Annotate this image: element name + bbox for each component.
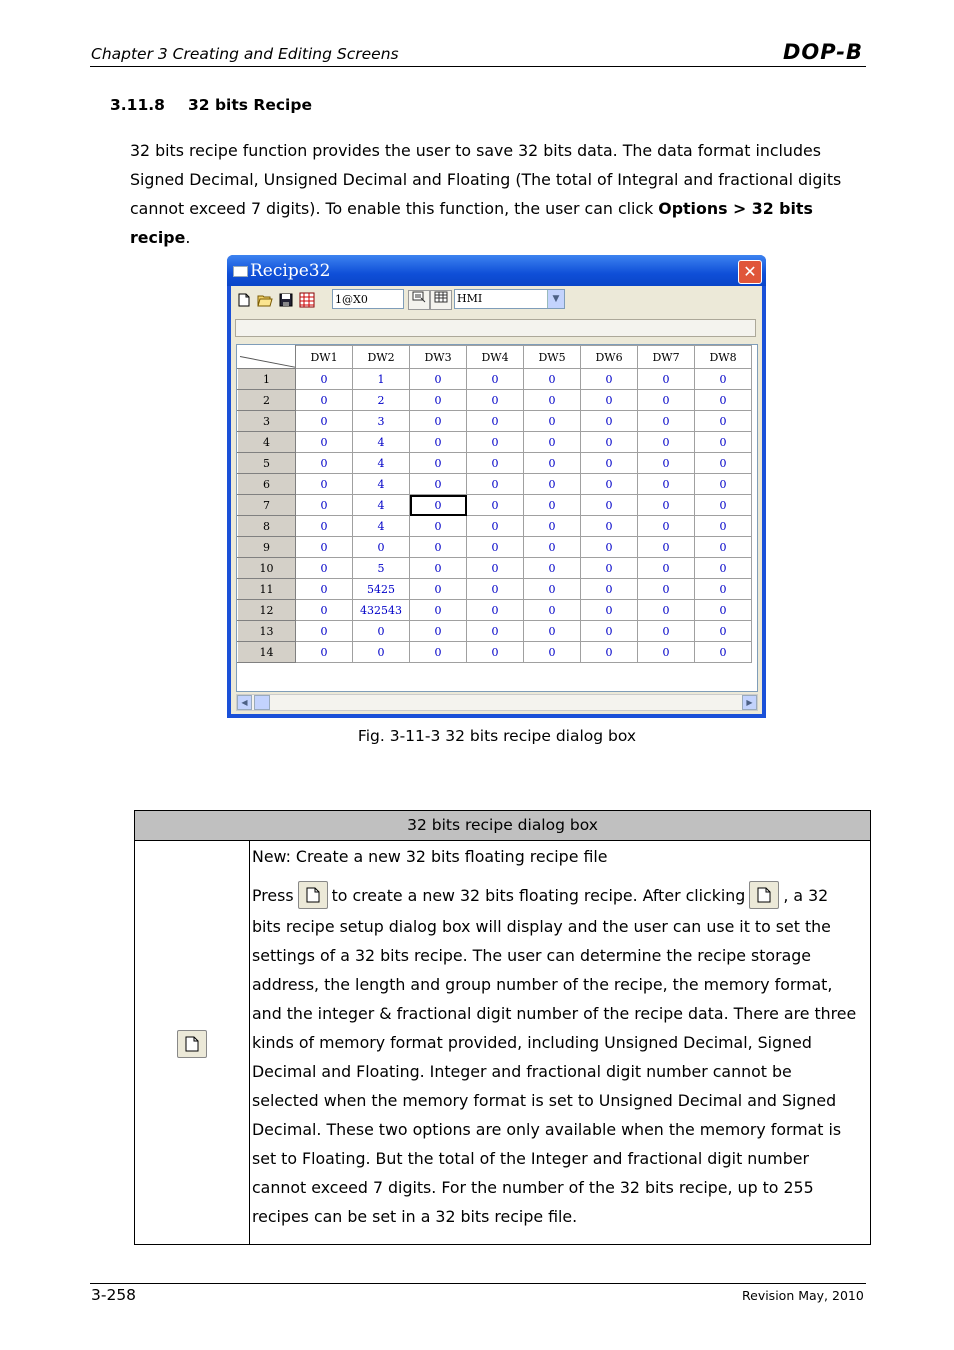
desc-line: recipes can be set in a 32 bits recipe file.	[252, 1207, 578, 1226]
new-file-icon[interactable]	[235, 291, 253, 309]
grid-cell[interactable]: 0	[581, 537, 638, 558]
new-file-icon	[749, 881, 779, 909]
new-file-icon	[177, 1030, 207, 1058]
row-header[interactable]: 8	[238, 516, 296, 537]
grid-cell[interactable]: 0	[467, 453, 524, 474]
grid-cell[interactable]: 0	[524, 432, 581, 453]
table-heading: 32 bits recipe dialog box	[135, 811, 870, 841]
figure-caption: Fig. 3-11-3 32 bits recipe dialog box	[357, 727, 637, 745]
desc-line: address, the length and group number of the recipe, the memory format,	[252, 975, 833, 994]
grid-cell[interactable]: 0	[581, 432, 638, 453]
grid-cell[interactable]: 0	[467, 579, 524, 600]
desc-line: bits recipe setup dialog box will display and the user can use it to set the	[252, 917, 831, 936]
new-file-icon	[298, 881, 328, 909]
chapter-title: Chapter 3 Creating and Editing Screens	[91, 45, 399, 63]
grid-cell[interactable]: 4	[353, 474, 410, 495]
grid-cell[interactable]: 0	[695, 621, 752, 642]
column-header[interactable]: DW7	[638, 346, 695, 369]
grid-cell[interactable]: 3	[353, 411, 410, 432]
table-row	[238, 516, 752, 537]
intro-paragraph	[130, 136, 870, 252]
footer-rule	[90, 1283, 866, 1284]
description-table	[134, 810, 871, 1245]
grid-cell[interactable]: 0	[638, 516, 695, 537]
table-row	[238, 474, 752, 495]
brand-logo: DOP-B	[783, 40, 864, 64]
grid-cell[interactable]: 0	[638, 453, 695, 474]
grid-cell[interactable]: 0	[638, 390, 695, 411]
grid-cell[interactable]: 0	[296, 390, 353, 411]
grid-cell[interactable]: 0	[581, 495, 638, 516]
grid-cell[interactable]: 0	[524, 579, 581, 600]
grid-cell[interactable]: 0	[695, 558, 752, 579]
grid-cell[interactable]: 0	[581, 579, 638, 600]
grid-cell[interactable]: 0	[581, 474, 638, 495]
address-select-icon[interactable]	[408, 290, 430, 310]
grid-cell[interactable]: 0	[296, 369, 353, 390]
grid-cell[interactable]: 0	[296, 495, 353, 516]
grid-cell[interactable]: 0	[467, 432, 524, 453]
grid-cell[interactable]: 0	[638, 495, 695, 516]
table-row	[238, 369, 752, 390]
grid-cell[interactable]: 0	[524, 642, 581, 663]
table-row	[238, 600, 752, 621]
table-row	[238, 642, 752, 663]
row-header[interactable]: 14	[238, 642, 296, 663]
dialog-titlebar[interactable]	[227, 255, 766, 286]
grid-cell[interactable]: 0	[524, 369, 581, 390]
grid-cell[interactable]: 0	[467, 474, 524, 495]
grid-cell[interactable]: 0	[581, 558, 638, 579]
grid-cell[interactable]: 0	[296, 642, 353, 663]
close-button[interactable]: ✕	[738, 260, 762, 284]
grid-cell[interactable]: 0	[638, 558, 695, 579]
row-header[interactable]: 9	[238, 537, 296, 558]
desc-text: Press	[252, 886, 294, 905]
section-heading	[110, 96, 312, 114]
grid-cell[interactable]: 0	[410, 453, 467, 474]
desc-text: to create a new 32 bits floating recipe. After clicking	[331, 886, 746, 905]
intro-text: cannot exceed 7 digits). To enable this function, the user can click	[130, 199, 659, 218]
desc-line: set to Floating. But the total of the Integer and fractional digit number	[252, 1149, 809, 1168]
desc-line: cannot exceed 7 digits. For the number of the 32 bits recipe, up to 255	[252, 1178, 814, 1197]
desc-line: Decimal and Floating. Integer and fractional digit number cannot be	[252, 1062, 792, 1081]
grid-header-row	[238, 346, 752, 369]
grid-cell[interactable]: 0	[467, 390, 524, 411]
grid-cell[interactable]: 2	[353, 390, 410, 411]
grid-cell[interactable]: 0	[410, 432, 467, 453]
grid-cell[interactable]: 0	[695, 537, 752, 558]
table-row	[238, 453, 752, 474]
grid-cell[interactable]: 0	[296, 411, 353, 432]
desc-line: and the integer & fractional digit number of the recipe data. There are three	[252, 1004, 857, 1023]
column-header[interactable]: DW4	[467, 346, 524, 369]
grid-cell[interactable]: 0	[638, 642, 695, 663]
row-header[interactable]: 13	[238, 621, 296, 642]
grid-cell[interactable]: 0	[638, 621, 695, 642]
dialog-body	[231, 286, 762, 714]
column-header[interactable]: DW8	[695, 346, 752, 369]
grid-cell[interactable]: 0	[524, 453, 581, 474]
address-field[interactable]: 1@X0	[332, 289, 404, 309]
table-row	[238, 411, 752, 432]
grid-cell[interactable]: 0	[638, 411, 695, 432]
save-icon[interactable]	[277, 291, 295, 309]
row-header[interactable]: 12	[238, 600, 296, 621]
grid-cell[interactable]: 0	[695, 642, 752, 663]
grid-cell[interactable]: 0	[410, 411, 467, 432]
row-header[interactable]: 3	[238, 411, 296, 432]
grid-cell[interactable]: 0	[638, 537, 695, 558]
toolbar	[235, 289, 316, 311]
grid-cell[interactable]: 0	[353, 537, 410, 558]
column-divider	[249, 840, 250, 1244]
intro-line: Signed Decimal, Unsigned Decimal and Floating (The total of Integral and fractional digits	[130, 170, 842, 189]
grid-cell[interactable]: 0	[296, 537, 353, 558]
desc-line: settings of a 32 bits recipe. The user can determine the recipe storage	[252, 946, 812, 965]
grid-cell[interactable]: 0	[296, 516, 353, 537]
grid-cell[interactable]: 5	[353, 558, 410, 579]
recipe-grid	[236, 344, 758, 692]
section-title: 32 bits Recipe	[188, 96, 312, 114]
grid-cell[interactable]: 0	[638, 369, 695, 390]
grid-cell[interactable]: 0	[296, 453, 353, 474]
grid-cell[interactable]: 0	[410, 390, 467, 411]
grid-cell[interactable]: 0	[695, 453, 752, 474]
grid-cell[interactable]: 0	[524, 495, 581, 516]
grid-cell[interactable]: 0	[524, 411, 581, 432]
status-bar	[235, 319, 756, 337]
grid-cell[interactable]: 0	[467, 411, 524, 432]
table-row	[238, 558, 752, 579]
grid-cell[interactable]: 4	[353, 516, 410, 537]
grid-cell[interactable]: 0	[296, 600, 353, 621]
grid-cell[interactable]: 0	[353, 621, 410, 642]
column-header[interactable]: DW5	[524, 346, 581, 369]
grid-cell[interactable]: 0	[467, 537, 524, 558]
grid-cell[interactable]: 0	[581, 642, 638, 663]
grid-cell[interactable]: 0	[524, 537, 581, 558]
dialog-title: Recipe32	[250, 261, 331, 281]
grid-cell[interactable]: 0	[695, 516, 752, 537]
grid-cell[interactable]: 0	[638, 600, 695, 621]
grid-cell[interactable]: 1	[353, 369, 410, 390]
column-header[interactable]: DW2	[353, 346, 410, 369]
open-folder-icon[interactable]	[256, 291, 274, 309]
grid-cell[interactable]: 0	[410, 558, 467, 579]
device-select[interactable]	[454, 289, 565, 309]
grid-cell[interactable]: 0	[524, 600, 581, 621]
table-row	[238, 579, 752, 600]
scroll-left-icon[interactable]: ◀	[237, 695, 252, 710]
desc-line: selected when the memory format is set to Unsigned Decimal and Signed	[252, 1091, 837, 1110]
grid-cell[interactable]: 4	[353, 453, 410, 474]
table-row	[238, 495, 752, 516]
grid-cell[interactable]: 0	[467, 495, 524, 516]
intro-line: 32 bits recipe function provides the user to save 32 bits data. The data format includes	[130, 141, 821, 160]
horizontal-scrollbar[interactable]	[236, 694, 758, 711]
grid-cell[interactable]: 4	[353, 432, 410, 453]
device-select-value: HMI	[457, 292, 483, 305]
desc-line: Decimal. These two options are only available when the memory format is	[252, 1120, 842, 1139]
grid-cell[interactable]: 0	[581, 621, 638, 642]
table-row	[238, 537, 752, 558]
column-header[interactable]: DW1	[296, 346, 353, 369]
scroll-right-icon[interactable]: ▶	[742, 695, 757, 710]
grid-cell[interactable]: 0	[581, 390, 638, 411]
chevron-down-icon[interactable]: ▼	[547, 290, 564, 308]
row-header[interactable]: 5	[238, 453, 296, 474]
grid-cell[interactable]: 0	[410, 537, 467, 558]
revision-date: Revision May, 2010	[742, 1288, 864, 1303]
row-header[interactable]: 4	[238, 432, 296, 453]
grid-cell[interactable]: 0	[467, 558, 524, 579]
row-header[interactable]: 6	[238, 474, 296, 495]
grid-cell[interactable]: 0	[467, 621, 524, 642]
grid-cell[interactable]: 0	[638, 432, 695, 453]
grid-cell[interactable]: 0	[695, 411, 752, 432]
grid-cell[interactable]: 0	[296, 579, 353, 600]
recipe32-dialog	[227, 255, 766, 718]
intro-line	[130, 194, 870, 223]
row-header[interactable]: 1	[238, 369, 296, 390]
grid-cell[interactable]: 0	[695, 474, 752, 495]
grid-settings-icon[interactable]	[298, 291, 316, 309]
grid-cell[interactable]: 0	[695, 579, 752, 600]
grid-cell[interactable]: 0	[524, 516, 581, 537]
row-header[interactable]: 10	[238, 558, 296, 579]
grid-cell[interactable]: 0	[581, 411, 638, 432]
grid-cell[interactable]: 0	[581, 453, 638, 474]
menu-path-end: recipe	[130, 228, 186, 247]
page-number: 3-258	[91, 1286, 137, 1304]
table-row	[238, 390, 752, 411]
grid-cell[interactable]: 0	[410, 600, 467, 621]
column-header[interactable]: DW3	[410, 346, 467, 369]
desc-line: New: Create a new 32 bits floating recipe file	[252, 847, 608, 866]
grid-cell[interactable]: 0	[410, 642, 467, 663]
grid-cell[interactable]: 0	[467, 369, 524, 390]
table-icon[interactable]	[430, 290, 452, 310]
grid-cell[interactable]: 432543	[353, 600, 410, 621]
row-header[interactable]: 7	[238, 495, 296, 516]
grid-cell[interactable]: 0	[524, 558, 581, 579]
row-header[interactable]: 11	[238, 579, 296, 600]
menu-path: Options > 32 bits	[658, 199, 813, 218]
grid-cell[interactable]: 0	[410, 621, 467, 642]
section-number: 3.11.8	[110, 96, 165, 114]
grid-cell[interactable]: 0	[695, 369, 752, 390]
window-icon	[233, 266, 248, 277]
intro-text: .	[185, 228, 191, 247]
grid-cell[interactable]: 0	[695, 432, 752, 453]
header-rule	[90, 66, 866, 67]
grid-cell[interactable]: 5425	[353, 579, 410, 600]
column-header[interactable]: DW6	[581, 346, 638, 369]
grid-cell[interactable]: 0	[581, 600, 638, 621]
grid-cell[interactable]: 0	[467, 600, 524, 621]
grid-cell[interactable]: 0	[296, 558, 353, 579]
grid-cell[interactable]: 0	[410, 474, 467, 495]
grid-cell[interactable]: 0	[695, 390, 752, 411]
grid-cell[interactable]: 0	[638, 579, 695, 600]
grid-cell[interactable]: 0	[524, 474, 581, 495]
grid-cell[interactable]: 0	[638, 474, 695, 495]
table-row	[238, 621, 752, 642]
grid-cell[interactable]: 0	[410, 516, 467, 537]
table-row	[238, 432, 752, 453]
grid-cell[interactable]: 0	[467, 642, 524, 663]
grid-cell[interactable]: 0	[467, 516, 524, 537]
grid-cell[interactable]: 0	[410, 369, 467, 390]
grid-cell[interactable]: 0	[296, 474, 353, 495]
grid-corner	[238, 346, 296, 369]
grid-cell[interactable]: 0	[524, 390, 581, 411]
grid-cell[interactable]: 4	[353, 495, 410, 516]
scroll-thumb[interactable]	[254, 695, 270, 710]
grid-cell[interactable]: 0	[410, 579, 467, 600]
description-text	[252, 842, 872, 1231]
grid-cell[interactable]: 0	[695, 600, 752, 621]
grid-cell[interactable]: 0	[296, 432, 353, 453]
desc-line	[252, 881, 872, 910]
grid-cell[interactable]: 0	[581, 516, 638, 537]
row-header[interactable]: 2	[238, 390, 296, 411]
grid-cell[interactable]: 0	[695, 495, 752, 516]
intro-line	[130, 223, 870, 252]
grid-cell[interactable]: 0	[581, 369, 638, 390]
desc-line: kinds of memory format provided, including Unsigned Decimal, Signed	[252, 1033, 812, 1052]
grid-cell[interactable]: 0	[353, 642, 410, 663]
grid-cell[interactable]: 0	[296, 621, 353, 642]
grid-cell[interactable]: 0	[524, 621, 581, 642]
grid-cell[interactable]: 0	[410, 495, 467, 516]
desc-text: , a 32	[783, 886, 829, 905]
